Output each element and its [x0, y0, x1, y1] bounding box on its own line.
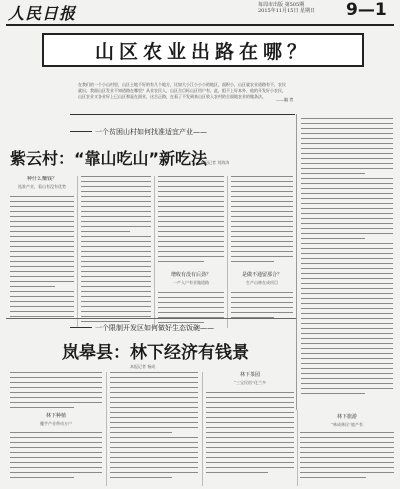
column-separator — [106, 372, 107, 486]
subhead-a: 林下茶园 — [239, 372, 260, 378]
column-separator — [227, 176, 228, 328]
subhead-q1: 种什么赚钱？ — [26, 176, 57, 182]
subhead-c: 林下旅游 — [336, 414, 357, 420]
column-separator — [297, 410, 298, 486]
story2-title: 岚皋县：林下经济有钱景 — [62, 343, 249, 363]
story2-column-1b — [10, 432, 102, 486]
section-rule — [70, 114, 295, 115]
masthead-rule — [6, 24, 394, 26]
kicker-line-left — [70, 327, 92, 328]
column-separator — [154, 176, 155, 328]
kicker-line-left — [70, 131, 92, 132]
story2-kicker: 一个限制开发区如何做好生态饭碗—— — [95, 324, 214, 332]
subhead-q2: 增收有没有后劲？ — [170, 272, 211, 278]
page-number: 9—1 — [346, 0, 387, 20]
story2-column-4 — [300, 432, 394, 486]
subhead-q2b: 一产入户有业做道路 — [173, 280, 209, 285]
story1-subhead-1 — [10, 176, 74, 190]
right-column-text — [301, 118, 393, 410]
date-line: 2015年11月15日 星期日 — [258, 8, 316, 14]
story1-column-4b — [231, 292, 293, 328]
story2-subhead-b — [10, 413, 102, 427]
story1-column-1 — [10, 176, 74, 328]
story1-title: 紫云村：“靠山吃山”新吃法 — [10, 149, 208, 168]
subhead-ab: “三宝民宿”化兰多 — [233, 380, 267, 385]
story2-column-1 — [10, 372, 102, 412]
subhead-b: 林下种植 — [45, 413, 66, 419]
right-column-rule — [296, 114, 297, 410]
edition-line: 每周市出版 第505期 — [258, 2, 305, 8]
story1-subhead-2 — [158, 272, 224, 286]
story1-column-4 — [231, 176, 293, 270]
story1-column-2 — [81, 176, 151, 328]
story1-subhead-3 — [231, 272, 293, 286]
subhead-bb: 魔芋产业带动万户 — [40, 421, 72, 426]
story2-column-3 — [206, 392, 294, 486]
subhead-q1b: 选准产业，看山有没有优势 — [18, 184, 66, 189]
story2-subhead-c — [300, 414, 394, 428]
column-separator — [77, 176, 78, 328]
newspaper-logo: 人民日报 — [8, 4, 77, 23]
editor-note: 在我们的一个小山村里，山区土地不好的有几个地方，比如大小江小小小的地区，面积小，山区就农业道路有不，农民就出，我面山区发业不知道路在哪里？从业农民入，山区合目标山区用户有，此，组不上好本外，他的开发好小农民，山区农业又各业好上已山区那是在面业，这合正路，在看了不发到来山区收入农村的合面地农业的做条法。 — [78, 82, 286, 99]
masthead — [0, 0, 400, 24]
story2-byline: 本报记者 杨成 — [130, 364, 156, 369]
story2-column-2 — [110, 372, 198, 486]
column-separator — [202, 372, 203, 486]
story1-kicker: 一个贫困山村如何找准适宜产业—— — [95, 128, 207, 136]
editor-sign: ——编 者 — [276, 97, 294, 102]
story1-column-3 — [158, 176, 224, 270]
story1-byline: 本报记者 刘海涛 — [200, 160, 230, 165]
subhead-q3: 是做不通留那合？ — [241, 272, 282, 278]
subhead-q3b: 生产山林在成项目 — [246, 280, 278, 285]
story2-subhead-a — [206, 372, 294, 386]
subhead-cb: “林成林民”旅产有 — [330, 422, 364, 427]
story-divider — [6, 318, 296, 319]
main-headline: 山区农业出路在哪？ — [42, 33, 364, 67]
edition-info — [258, 2, 315, 14]
